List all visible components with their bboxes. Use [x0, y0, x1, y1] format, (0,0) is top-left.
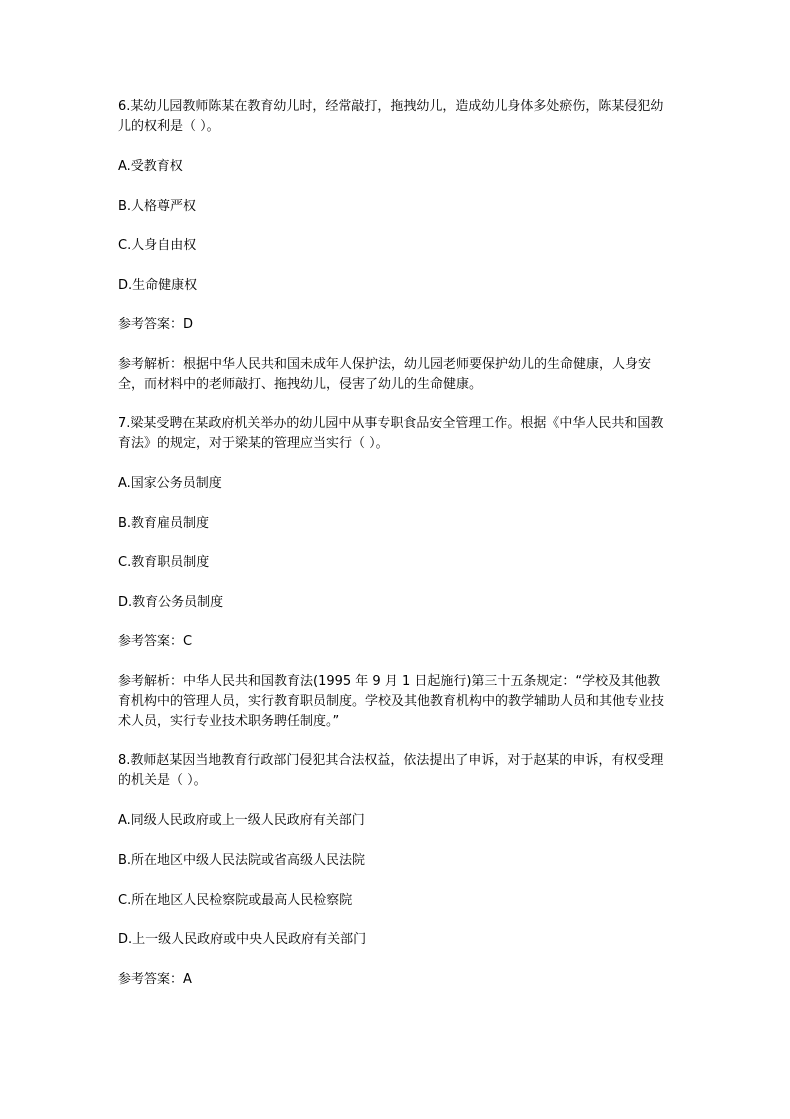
question-8-option-c: C.所在地区人民检察院或最高人民检察院: [118, 893, 353, 908]
question-6-option-c: C.人身自由权: [118, 238, 197, 253]
question-6-option-b: B.人格尊严权: [118, 199, 197, 214]
question-8-stem: 8.教师赵某因当地教育行政部门侵犯其合法权益，依法提出了申诉，对于赵某的申诉，有权受理的机关是（ ）。: [118, 753, 664, 788]
question-8-option-d: D.上一级人民政府或中央人民政府有关部门: [118, 932, 367, 947]
question-6-answer: 参考答案：D: [118, 317, 194, 332]
question-6-explanation: 参考解析：根据中华人民共和国未成年人保护法，幼儿园老师要保护幼儿的生命健康，人身安全，而材料中的老师敲打、拖拽幼儿，侵害了幼儿的生命健康。: [118, 357, 652, 392]
question-8-answer: 参考答案：A: [118, 972, 192, 987]
question-7-option-a: A.国家公务员制度: [118, 476, 222, 491]
question-7-answer: 参考答案：C: [118, 634, 193, 649]
question-8-option-a: A.同级人民政府或上一级人民政府有关部门: [118, 813, 365, 828]
question-6-option-d: D.生命健康权: [118, 278, 198, 293]
question-6-stem: 6.某幼儿园教师陈某在教育幼儿时，经常敲打，拖拽幼儿，造成幼儿身体多处瘀伤，陈某侵犯幼儿的权利是（ ）。: [118, 99, 664, 134]
question-8-option-b: B.所在地区中级人民法院或省高级人民法院: [118, 853, 366, 868]
question-7-explanation: 参考解析：中华人民共和国教育法(1995 年 9 月 1 日起施行)第三十五条规定：“学校及其他教育机构中的管理人员，实行教育职员制度。学校及其他教育机构中的教学辅助人员和其他专业技术人员，实行专业技术职务聘任制度。”: [118, 674, 665, 729]
question-6-option-a: A.受教育权: [118, 159, 183, 174]
question-7-stem: 7.梁某受聘在某政府机关举办的幼儿园中从事专职食品安全管理工作。根据《中华人民共和国教育法》的规定，对于梁某的管理应当实行（ ）。: [118, 416, 664, 451]
question-7-option-b: B.教育雇员制度: [118, 516, 210, 531]
question-7-option-d: D.教育公务员制度: [118, 595, 224, 610]
question-7-option-c: C.教育职员制度: [118, 555, 210, 570]
